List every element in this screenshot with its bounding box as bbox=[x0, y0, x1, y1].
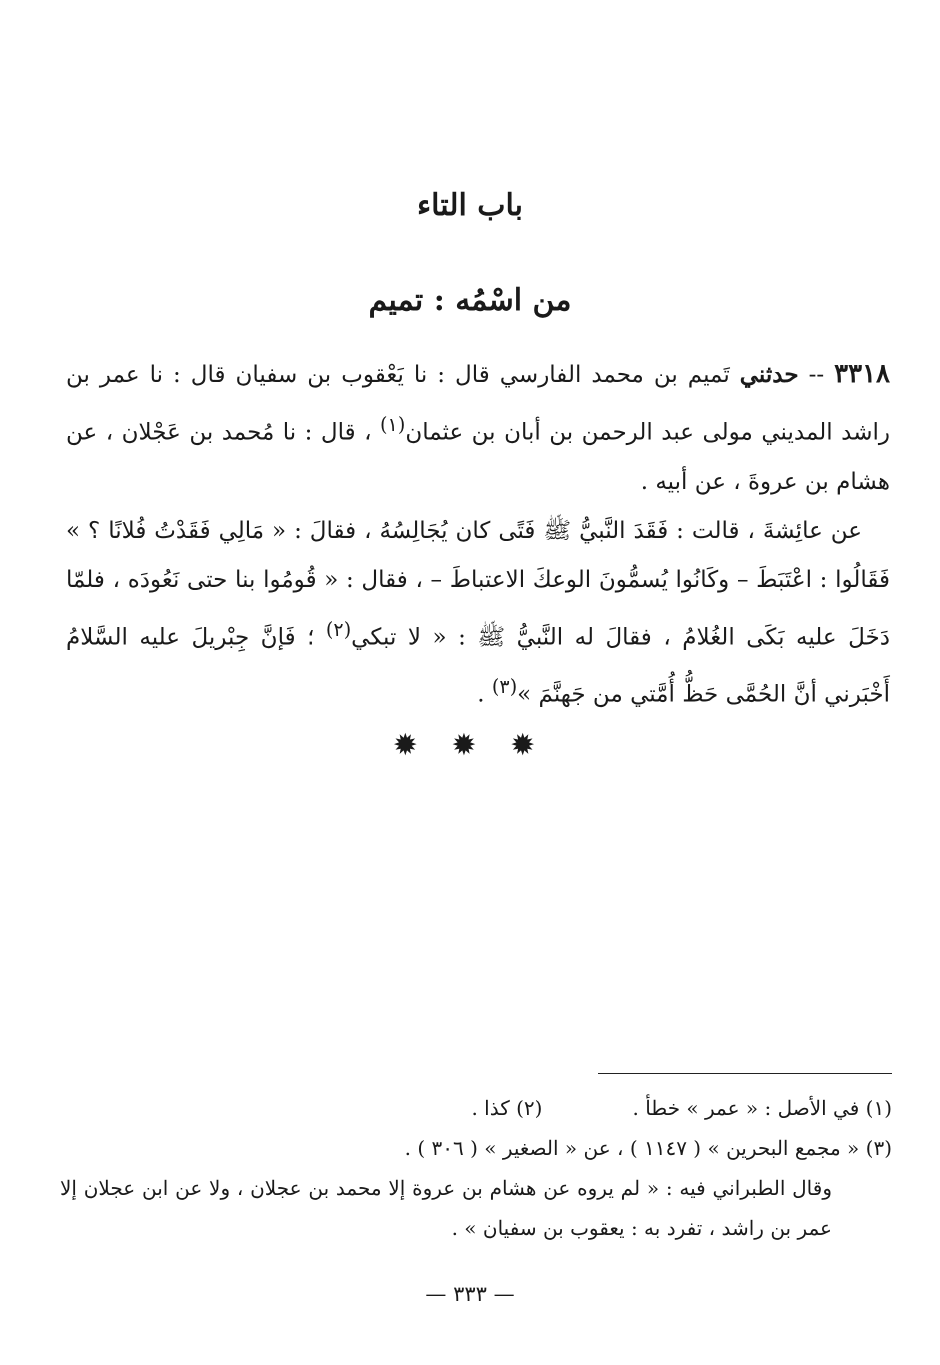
footnote-1: (١) في الأصل : « عمر » خطأ . bbox=[632, 1096, 892, 1120]
footnote-3: (٣) « مجمع البحرين » ( ١١٤٧ ) ، عن « الصغير » ( ٣٠٦ ) . bbox=[404, 1136, 892, 1160]
hadith-matn-paragraph bbox=[66, 507, 890, 720]
chapter-title: باب التاء bbox=[417, 188, 523, 223]
hadith-number: ٣٣١٨ bbox=[834, 359, 890, 389]
footnotes bbox=[60, 1088, 892, 1248]
hadith-lead-word: حدثني bbox=[739, 361, 799, 388]
footnote-marker-3: (٣) bbox=[491, 675, 518, 699]
footnote-marker-1: (١) bbox=[380, 413, 406, 436]
hadith-matn-part-a: عن عائِشةَ ، قالت : فَقَدَ النَّبيُّ ﷺ فَتًى كان يُجَالِسُهُ ، فقالَ : « مَالِي فَقَدْتُ فُلانًا ؟ » فَقَالُوا : اعْتَبَطَ – وكَانُوا يُسمُّونَ الوعكَ الاعتباطَ – ، فقال : « قُومُوا بنا حتى نَعُودَه ، فلمّا دَخَلَ عليه بَكَى الغُلامُ ، فقالَ له النَّبيُّ ﷺ : « لا تبكي bbox=[66, 517, 890, 651]
hadith-isnad: تَميم بن محمد الفارسي قال : نا يَعْقوب بن سفيان قال : نا عمر بن راشد المديني مولى عبد الرحمن بن أبان بن عثمان bbox=[66, 362, 890, 446]
hadith-matn-end: . bbox=[477, 681, 492, 708]
hadith-isnad-continued: ، قال : نا مُحمد بن عَجْلان ، عن هشام بن عروةَ ، عن أبيه . bbox=[66, 419, 890, 495]
hadith-text bbox=[66, 350, 890, 720]
footnote-3-continued: وقال الطبراني فيه : « لم يروه عن هشام بن عروة إلا محمد بن عجلان ، ولا عن ابن عجلان إلا عمر بن راشد ، تفرد به : يعقوب بن سفيان » . bbox=[60, 1176, 832, 1240]
page-number: — ٣٣٣ — bbox=[425, 1282, 515, 1306]
footnote-row-1-2 bbox=[60, 1088, 892, 1128]
hadith-dash: -- bbox=[798, 362, 835, 388]
hadith-isnad-paragraph bbox=[66, 350, 890, 507]
hadith-matn-part-b: ؛ فَإنَّ جِبْريلَ عليه السَّلامُ أَخْبَرني أنَّ الحُمَّى حَظُّ أُمَّتي من جَهنَّمَ » bbox=[66, 624, 890, 708]
footnote-divider bbox=[598, 1073, 892, 1074]
section-title: من اسْمُه : تميم bbox=[368, 283, 572, 318]
footnote-2: (٢) كذا . bbox=[471, 1096, 543, 1120]
footnote-marker-2: (٢) bbox=[325, 617, 352, 641]
ornament-stars: ✹ ✹ ✹ bbox=[392, 728, 548, 763]
